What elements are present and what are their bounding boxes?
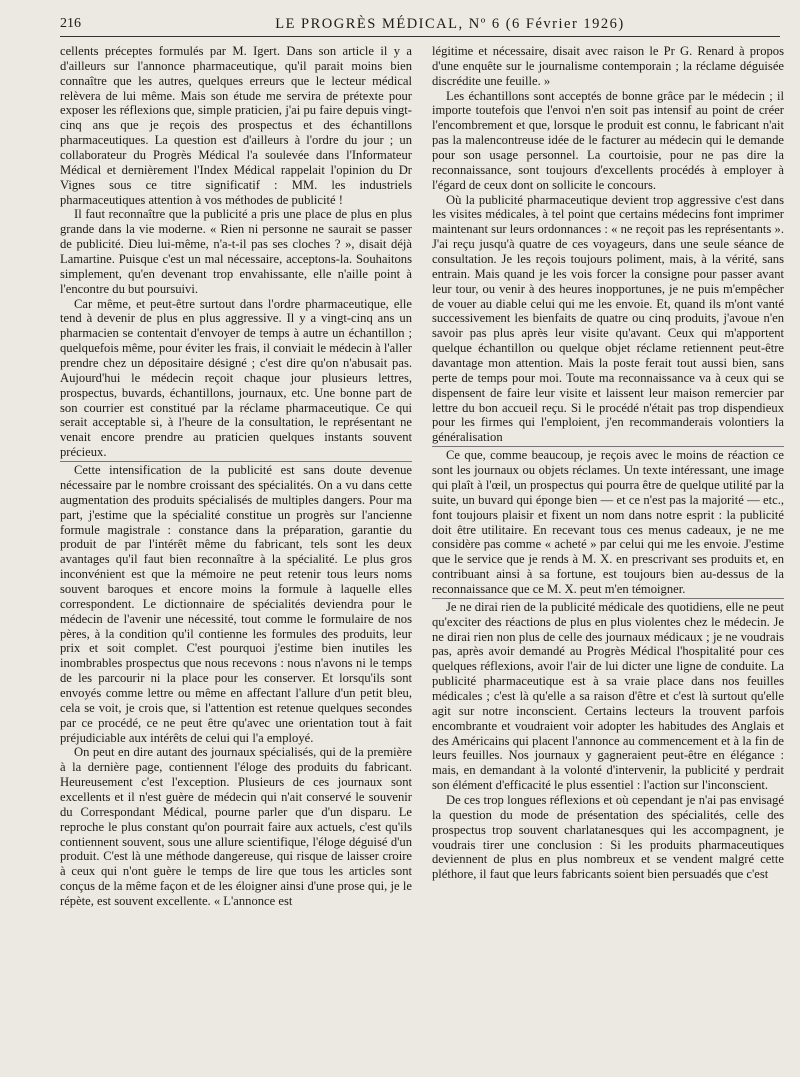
left-column (60, 44, 412, 1074)
paragraph: Car même, et peut-être surtout dans l'ordre pharmaceutique, elle tend à devenir de plus en plus aggressive. Il y a vingt-cinq ans un pharmacien se contentait d'envoyer de temps à autre un échantillon ; quelquefois même, pour éviter les frais, il conviait le médecin à l'aller prendre chez un dépositaire désigné ; c'est dire qu'on n'abusait pas. Aujourd'hui le médecin reçoit chaque jour plusieurs lettres, prospectus, buvards, échantillons, journaux, etc. Une bonne part de son courrier est constitué par la réclame pharmaceutique. Ce qui serait acceptable si, à l'heure de la consultation, le représentant ne venait encore prendre au praticien quelques instants souvent précieux. (60, 297, 412, 462)
paragraph: Cette intensification de la publicité est sans doute devenue nécessaire par le nombre croissant des spécialités. On a vu dans cette augmentation des produits spécialisés de multiples dangers. Pour ma part, j'estime que la spécialité constitue un progrès sur l'ancienne formule magistrale : constance dans la préparation, garantie du produit de par l'intérêt même du fabricant, tels sont les deux avantages qu'il faut bien reconnaître à la spécialité. Le plus gros inconvénient est que la mémoire ne peut retenir tous leurs noms souvent baroques et encore moins la formule à laquelle elles correspondent. Le dictionnaire de spécialités deviendra pour le médecin de l'avenir une nécessité, tout comme le formulaire de nos pères, à la condition qu'il contienne les formules des produits, leur prix et soit complet. C'est pourquoi j'estime bien inutiles les inombrables prospectus que nous recevons : nous n'avons ni le temps de les parcourir ni la place pour les conserver. Et lorsqu'ils sont envoyés comme lettre ou même en affectant l'allure d'un petit bleu, cela se voit, je crois que, si l'attention est retenue quelques secondes par ce procédé, ce ne peut être qu'avec une orientation tout à fait préjudiciable aux intérêts de celui qui l'a employé. (60, 463, 412, 745)
paragraph: On peut en dire autant des journaux spécialisés, qui de la première à la dernière page, contiennent l'éloge des produits du fabricant. Heureusement c'est l'exception. Plusieurs de ces journaux sont excellents et il n'est guère de médecin qui n'ait conservé le souvenir du Correspondant Médical, pourne parler que d'un disparu. Le reproche le plus constant qu'on pourrait faire aux actuels, c'est qu'ils contiennent souvent, sous une allure scientifique, l'éloge déguisé d'un produit. C'est là une méthode dangereuse, qui risque de laisser croire à ceux qui n'ont guère le temps de lire que tous les articles sont conçus de la même façon et de les éloigner ainsi d'une prose qui, je le répète, est souvent excellente. « L'annonce est (60, 745, 412, 908)
page-number: 216 (60, 16, 81, 31)
paragraph: Ce que, comme beaucoup, je reçois avec le moins de réaction ce sont les journaux ou objets réclames. Un texte intéressant, une image qui plaît à l'œil, un prospectus qui pourra être de quelque utilité par la suite, un buvard qui éponge bien — et ce n'est pas la majorité — etc., font toujours plaisir et fixent un nom dans notre esprit : la publicité doit être utilitaire. En recevant tous ces menus cadeaux, je ne me considère pas comme « acheté » par celui qui me les envoie. J'estime que le service que je rends à M. X. en prescrivant ses produits et, en contribuant ainsi à sa fortune, est toujours bien au-dessus de la reconnaissance que ce M. X. peut m'en témoigner. (432, 448, 784, 599)
text-columns (60, 44, 784, 1074)
page-header (60, 14, 780, 37)
paragraph: Il faut reconnaître que la publicité a pris une place de plus en plus grande dans la vie moderne. « Rien ni personne ne saurait se passer de publicité. Dieu lui-même, n'a-t-il pas ses cloches ? », disait déjà Lamartine. Puisque c'est un mal nécessaire, acceptons-la. Souhaitons simplement, qu'en devenant trop envahissante, elle n'aille point à l'encontre du but poursuivi. (60, 207, 412, 296)
running-head: LE PROGRÈS MÉDICAL, Nº 6 (6 Février 1926) (275, 16, 625, 32)
paragraph: Je ne dirai rien de la publicité médicale des quotidiens, elle ne peut qu'exciter des réactions de plus en plus violentes chez le médecin. Je ne dirai rien non plus de celle des journaux médicaux ; je ne voudrais pas, après avoir demandé au Progrès Médical l'hospitalité pour ces quelques réflexions, avoir l'air de lui dicter une ligne de conduite. La publicité pharmaceutique est à sa vraie place dans nos feuilles médicales ; c'est là qu'elle a sa raison d'être et c'est là surtout qu'elle agit sur notre inconscient. Certains lecteurs la trouvent parfois encombrante et voudraient voir adopter les habitudes des Anglais et des Américains qui placent l'annonce au commencement et à la fin de leurs feuilles. Nos journaux y gagneraient peut-être en élégance : mais, en demandant à la volonté d'intervenir, la publicité y perdrait son élément d'efficacité le plus essentiel : l'action sur l'inconscient. (432, 599, 784, 793)
paragraph: Où la publicité pharmaceutique devient trop aggressive c'est dans les visites médicales, à tel point que certains médecins font imprimer maintenant sur leurs ordonnances : « ne reçoit pas les représentants ». J'ai reçu jusqu'à quatre de ces voyageurs, dans une seule séance de consultation. Je les reçois toujours poliment, mais, à la vérité, sans entrain. Mais quand je les vois forcer la consigne pour passer avant leur tour, ou venir à des heures inopportunes, je ne puis m'empêcher de vouer au diable celui qui me les envoie. Et, quand ils m'ont vanté successivement les bienfaits de quatre ou cinq produits, j'avoue n'en savoir pas plus après leur visite qu'avant. Ceux qui m'apportent quelque échantillon ou quelque objet réclame retiennent peut-être davantage mon attention. Mais la poste ferait tout aussi bien, sans perte de temps pour moi. Toute ma reconnaissance va à ceux qui se dispensent de faire leur visite et laissent leur maison remercier par lettre du bon accueil reçu. Si le procédé n'était pas trop dispendieux pour les firmes qui l'emploient, j'en recommanderais volontiers la généralisation (432, 193, 784, 448)
paragraph: légitime et nécessaire, disait avec raison le Pr G. Renard à propos d'une enquête sur le journalisme contemporain ; la réclame déguisée discrédite une feuille. » (432, 44, 784, 88)
right-column (432, 44, 784, 1074)
paragraph: Les échantillons sont acceptés de bonne grâce par le médecin ; il importe toutefois que l'envoi n'en soit pas intensif au point de créer l'encombrement et que, lorsque le produit est connu, le fabricant n'ait pas la malencontreuse idée de le facturer au médecin qui le demande pour son usage personnel. La courtoisie, pour ne pas dire la reconnaissance, sont toujours d'excellents procédés à employer à l'égard de ceux dont on sollicite le concours. (432, 88, 784, 192)
paragraph: De ces trop longues réflexions et où cependant je n'ai pas envisagé la question du mode de présentation des spécialités, celle des prospectus trop souvent charlatanesques qui les accompagnent, je voudrais tirer une conclusion : Si les produits pharmaceutiques deviennent de plus en plus nombreux et se vendent malgré cette pléthore, il faut que leurs fabricants soient bien persuadés que c'est (432, 792, 784, 882)
paragraph: cellents préceptes formulés par M. Igert. Dans son article il y a d'ailleurs sur l'annonce pharmaceutique, qu'il parait moins bien connaître que les autres, quelques erreurs que le lecteur médical relèvera de lui même. Mais son étude me servira de prétexte pour exposer les réflexions que, simple praticien, j'ai pu faire depuis vingt-cinq ans que je reçois des prospectus et des échantillons pharmaceutiques. La question est d'ailleurs à l'ordre du jour ; un collaborateur du Progrès Médical l'a soulevée dans l'Informateur Médical et dernièrement l'Index Médical rappelait l'opinion du Dr Vignes sous ce titre significatif : MM. les industriels pharmaceutiques attention à vos méthodes de publicité ! (60, 44, 412, 207)
